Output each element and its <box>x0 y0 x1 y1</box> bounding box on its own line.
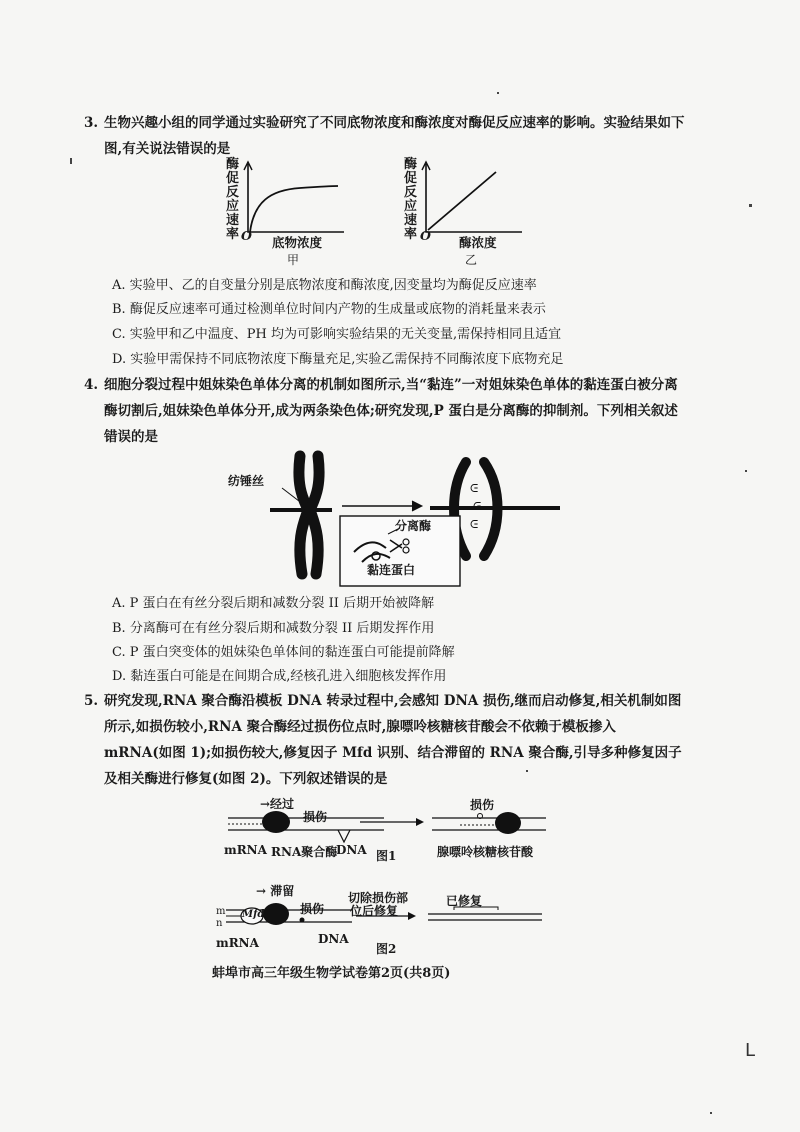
chart-yi-xlabel: 酶浓度 <box>459 235 497 250</box>
fig2-repaired-label: 已修复 <box>446 894 483 908</box>
question-stem: 生物兴趣小组的同学通过实验研究了不同底物浓度和酶浓度对酶促反应速率的影响。实验结果如下图,有关说法错误的是 <box>104 115 685 157</box>
q3-option-d: D. 实验甲需保持不同底物浓度下酶量充足,实验乙需保持不同酶浓度下底物充足 <box>112 352 564 367</box>
fig2-mrna-label: mRNA <box>216 936 259 950</box>
q4-option-a: A. P 蛋白在有丝分裂后期和减数分裂 II 后期开始被降解 <box>112 596 435 611</box>
question-number: 3. <box>84 115 99 131</box>
question-stem: 研究发现,RNA 聚合酶沿模板 DNA 转录过程中,会感知 DNA 损伤,继而启动修复,相关机制如图所示,如损伤较小,RNA 聚合酶经过损伤位点时,腺嘌呤核糖核苷酸会不依赖于模板掺入 mRNA(如图 1);如损伤较大,修复因子 Mfd 识别、结合滞留的 RNA 聚合酶,引导多种修复因子及相关酶进行修复(如图 2)。下列叙述错误的是 <box>104 693 682 787</box>
question-3 <box>86 110 686 162</box>
fig1-amp-label: 腺嘌呤核糖核苷酸 <box>437 845 534 859</box>
chart-jia-origin: O <box>241 228 252 243</box>
fig1-diagram-right <box>430 806 550 846</box>
fig2-diagram-right <box>426 906 546 936</box>
fig1-dna-label: DNA <box>336 843 367 857</box>
fig2-stall-label: → 滞留 <box>256 884 295 898</box>
fig1-damage-label: 损伤 <box>303 810 328 824</box>
separase-label: 分离酶 <box>395 519 432 533</box>
fig1-caption: 图1 <box>376 849 397 863</box>
process-arrowhead <box>412 501 422 511</box>
scan-speck <box>70 158 72 164</box>
cohesin-label: 黏连蛋白 <box>367 563 416 577</box>
question-number: 4. <box>84 377 99 393</box>
fig2-dna-label: DNA <box>318 932 349 946</box>
fig2-damage-label: 损伤 <box>300 902 325 916</box>
question-4 <box>86 372 686 450</box>
rna-polymerase <box>262 811 290 833</box>
fig1-rnap-label: RNA聚合酶 <box>271 845 338 859</box>
svg-text:ᕮ: ᕮ <box>470 482 479 495</box>
fig1-arrow <box>358 817 428 827</box>
question-stem: 细胞分裂过程中姐妹染色单体分离的机制如图所示,当“黏连”一对姐妹染色单体的黏连蛋白被分离酶切割后,姐妹染色单体分开,成为两条染色体;研究发现,P 蛋白是分离酶的抑制剂。下列相关叙述错误的是 <box>104 377 678 445</box>
chart-jia-axes <box>248 164 344 232</box>
fig1-mrna-label: mRNA <box>224 843 267 857</box>
scan-speck <box>745 470 747 472</box>
chart-jia-name: 甲 <box>287 253 300 267</box>
page-footer: 蚌埠市高三年级生物学试卷第2页(共8页) <box>212 966 451 981</box>
fig2-caption: 图2 <box>376 942 397 956</box>
scan-speck <box>749 204 752 207</box>
fig2-step-label-2: 位后修复 <box>350 904 399 918</box>
margin-mark: L <box>745 1040 756 1061</box>
svg-text:ᕮ: ᕮ <box>473 500 482 513</box>
fig2-mfd-label: Mfd <box>242 909 265 920</box>
scan-speck <box>710 1112 712 1114</box>
chart-jia-xlabel: 底物浓度 <box>272 235 323 250</box>
scan-speck <box>526 770 528 772</box>
fig1-damage2-label: 损伤 <box>470 798 495 812</box>
q4-option-c: C. P 蛋白突变体的姐妹染色单体间的黏连蛋白可能提前降解 <box>112 645 455 660</box>
scan-speck <box>497 92 499 94</box>
q3-option-a: A. 实验甲、乙的自变量分别是底物浓度和酶浓度,因变量均为酶促反应速率 <box>112 278 537 293</box>
fig1-pass-label: →经过 <box>260 797 295 811</box>
chart-yi-axes <box>426 164 522 232</box>
q3-option-c: C. 实验甲和乙中温度、PH 均为可影响实验结果的无关变量,需保持相同且适宜 <box>112 327 562 342</box>
chart-yi-plot <box>418 162 528 242</box>
rna-polymerase-stalled <box>263 903 289 925</box>
svg-text:ᕮ: ᕮ <box>470 518 479 531</box>
spindle-label: 纺锤丝 <box>228 474 265 488</box>
fig2-arrow <box>354 911 424 921</box>
question-5 <box>86 688 686 792</box>
damage-marker <box>338 830 350 842</box>
rna-polymerase-2 <box>495 812 521 834</box>
q4-option-b: B. 分离酶可在有丝分裂后期和减数分裂 II 后期发挥作用 <box>112 621 435 636</box>
fig2-n-label: n <box>216 918 223 929</box>
chart-yi-origin: O <box>420 228 431 243</box>
fig2-step-label-1: 切除损伤部 <box>348 891 409 905</box>
q3-option-b: B. 酶促反应速率可通过检测单位时间内产物的生成量或底物的消耗量来表示 <box>112 302 546 317</box>
chart-yi-name: 乙 <box>465 253 478 267</box>
chromosome-x-right <box>310 456 319 574</box>
chart-jia-ylabel: 酶促反应速率 <box>226 157 240 242</box>
q4-option-d: D. 黏连蛋白可能是在间期合成,经核孔进入细胞核发挥作用 <box>112 669 447 684</box>
chart-yi-line <box>428 172 496 230</box>
fig2-m-label: m <box>216 906 226 917</box>
chart-jia-plot <box>240 162 350 242</box>
question-number: 5. <box>84 693 99 709</box>
chart-jia-curve <box>250 186 338 232</box>
chart-yi-ylabel: 酶促反应速率 <box>404 157 418 242</box>
